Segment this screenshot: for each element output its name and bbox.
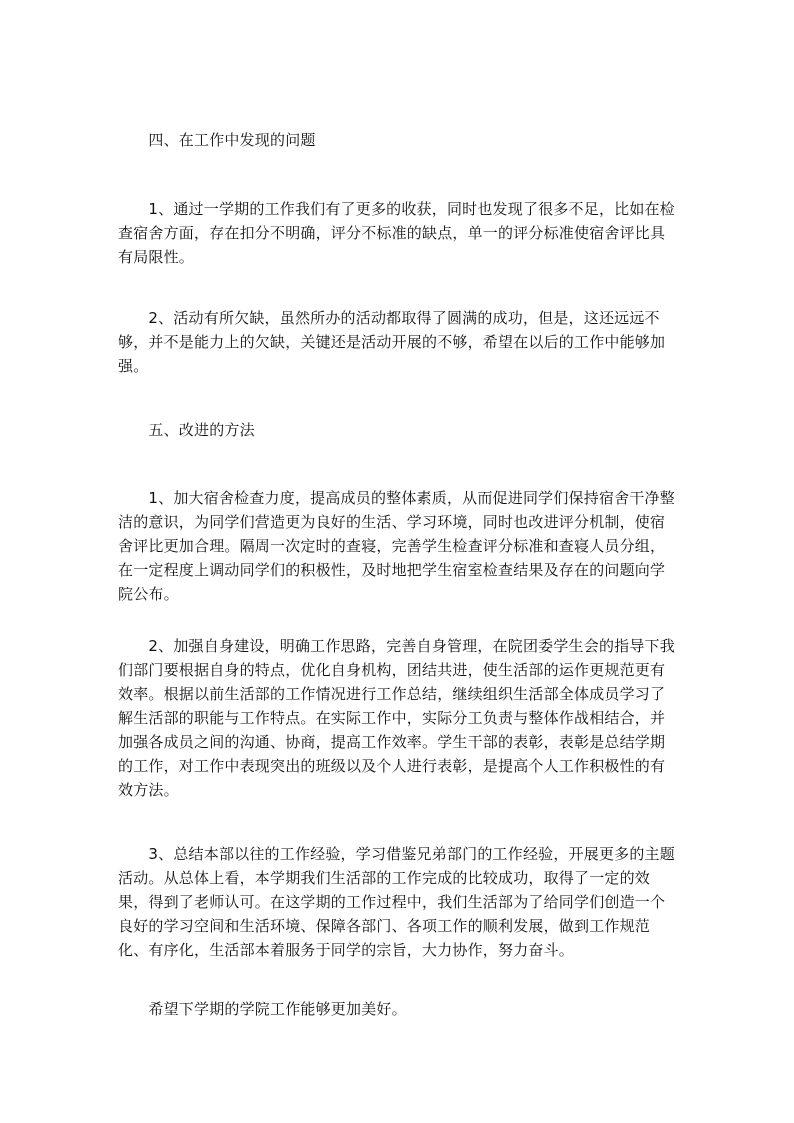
paragraph-method-3: 3、总结本部以往的工作经验，学习借鉴兄弟部门的工作经验，开展更多的主题活动。从总体上看，本学期我们生活部的工作完成的比较成功，取得了一定的效果，得到了老师认可。在这学期的工作过程中，我们生活部为了给同学们创造一个良好的学习空间和生活环境、保障各部门、各项工作的顺利发展，做到工作规范化、有序化，生活部本着服务于同学的宗旨，大力协作，努力奋斗。 bbox=[118, 845, 675, 959]
paragraph-problem-1: 1、通过一学期的工作我们有了更多的收获，同时也发现了很多不足，比如在检查宿舍方面，存在扣分不明确，评分不标准的缺点，单一的评分标准使宿舍评比具有局限性。 bbox=[118, 200, 675, 266]
section-heading-problems: 四、在工作中发现的问题 bbox=[118, 131, 316, 149]
section-heading-methods: 五、改进的方法 bbox=[118, 421, 255, 439]
closing-paragraph: 希望下学期的学院工作能够更加美好。 bbox=[118, 1000, 407, 1018]
paragraph-problem-2: 2、活动有所欠缺，虽然所办的活动都取得了圆满的成功，但是，这还远远不够，并不是能力上的欠缺，关键还是活动开展的不够，希望在以后的工作中能够加强。 bbox=[118, 309, 666, 375]
paragraph-method-2: 2、加强自身建设，明确工作思路，完善自身管理，在院团委学生会的指导下我们部门要根据自身的特点，优化自身机构，团结共进，使生活部的运作更规范更有效率。根据以前生活部的工作情况进行工作总结，继续组织生活部全体成员学习了解生活部的职能与工作特点。在实际工作中，实际分工负责与整体作战相结合，并加强各成员之间的沟通、协商，提高工作效率。学生干部的表彰，表彰是总结学期的工作，对工作中表现突出的班级以及个人进行表彰，是提高个人工作积极性的有效方法。 bbox=[118, 637, 675, 799]
paragraph-method-1: 1、加大宿舍检查力度，提高成员的整体素质，从而促进同学们保持宿舍干净整洁的意识，为同学们营造更为良好的生活、学习环境，同时也改进评分机制，使宿舍评比更加合理。隔周一次定时的查寝，完善学生检查评分标准和查寝人员分组，在一定程度上调动同学们的积极性，及时地把学生宿室检查结果及存在的问题向学院公布。 bbox=[118, 489, 675, 603]
